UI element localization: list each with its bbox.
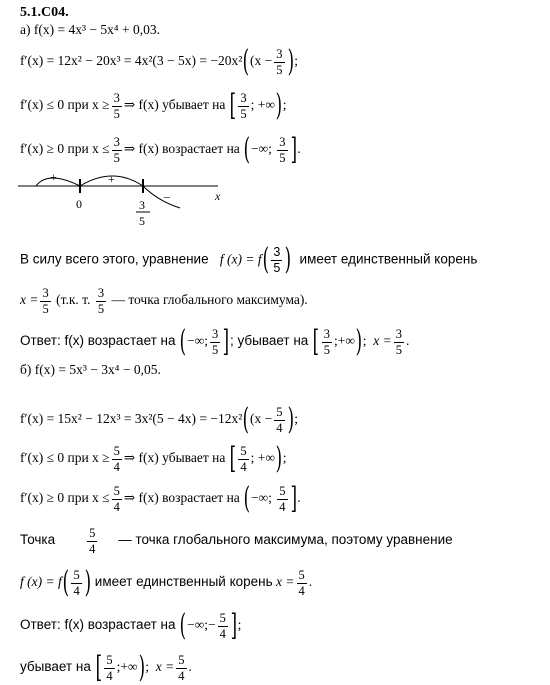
problem-heading: 5.1.C04. bbox=[20, 5, 69, 20]
fraction: $\frac{3}{5}$ bbox=[273, 245, 281, 275]
fraction: $\frac{3}{5}$ bbox=[276, 47, 283, 77]
fraction: $\frac{3}{5}$ bbox=[212, 327, 219, 357]
fraction: $\frac{5}{4}$ bbox=[89, 526, 96, 556]
fraction: $\frac{3}{5}$ bbox=[279, 135, 286, 165]
fraction: $\frac{5}{4}$ bbox=[113, 484, 120, 514]
fraction: $\frac{3}{5}$ bbox=[240, 91, 247, 121]
part-b-increasing: f′(x) ≥ 0 при x ≤ $\frac{5}{4}$ ⇒ f(x) возрастает на (−∞; $\frac{5}{4}$ ]. bbox=[20, 481, 301, 516]
part-a-function: а) f(x) = 4x³ − 5x⁴ + 0,03. bbox=[20, 22, 160, 37]
part-b-derivative: f′(x) = 15x² − 12x³ = 3x²(5 − 4x) = −12x²((x − $\frac{5}{4}$ ); bbox=[20, 402, 298, 437]
part-a-text-1: В силу всего этого, уравнение f (x) = f( $\frac{3}{5}$ ) имеет единственный корень bbox=[20, 242, 478, 277]
fraction: $\frac{3}{5}$ bbox=[323, 327, 331, 357]
label-zero: 0 bbox=[76, 197, 82, 211]
fraction: $\frac{3}{5}$ bbox=[113, 91, 120, 121]
part-a-text-2: x = $\frac{3}{5}$ (т.к. т. $\frac{3}{5}$ — точка глобального максимума). bbox=[20, 286, 308, 316]
fraction: $\frac{5}{4}$ bbox=[276, 405, 283, 435]
part-b-decreasing: f′(x) ≤ 0 при x ≥ $\frac{5}{4}$ ⇒ f(x) убывает на [ $\frac{5}{4}$ ; +∞); bbox=[20, 441, 287, 476]
part-b-function: б) f(x) = 5x³ − 3x⁴ − 0,05. bbox=[20, 362, 161, 377]
fraction: $\frac{5}{4}$ bbox=[279, 484, 286, 514]
sign-plus-left: + bbox=[50, 170, 57, 184]
sign-plus-middle: + bbox=[108, 172, 115, 186]
axis-x-label: x bbox=[215, 189, 221, 203]
sign-minus-right: – bbox=[164, 189, 170, 203]
fraction: $\frac{3}{5}$ bbox=[395, 327, 403, 357]
fraction: $\frac{3}{5}$ bbox=[42, 286, 49, 316]
fraction: $\frac{5}{4}$ bbox=[178, 653, 185, 683]
part-a-answer: Ответ: f(x) возрастает на (−∞; $\frac{3}{5}$ ]; убывает на [ $\frac{3}{5}$ ;+∞); x = $\frac{3}{5}$ . bbox=[20, 324, 410, 359]
part-b-text-2: f (x) = f( $\frac{5}{4}$ ) имеет единственный корень x = $\frac{5}{4}$ . bbox=[20, 565, 313, 600]
part-a-increasing: f′(x) ≥ 0 при x ≤ $\frac{3}{5}$ ⇒ f(x) возрастает на (−∞; $\frac{3}{5}$ ]. bbox=[20, 132, 301, 167]
fraction: $\frac{5}{4}$ bbox=[113, 444, 120, 474]
part-a-derivative: f′(x) = 12x² − 20x³ = 4x²(3 − 5x) = −20x²((x − $\frac{3}{5}$ ); bbox=[20, 44, 298, 79]
fraction: $\frac{5}{4}$ bbox=[219, 611, 226, 641]
sign-diagram bbox=[18, 166, 238, 236]
fraction: $\frac{5}{4}$ bbox=[73, 568, 80, 598]
label-frac-den: 5 bbox=[139, 214, 145, 228]
fraction: $\frac{5}{4}$ bbox=[240, 444, 247, 474]
part-b-answer: Ответ: f(x) возрастает на (−∞;− $\frac{5}{4}$ ]; bbox=[20, 608, 242, 643]
fraction: $\frac{5}{4}$ bbox=[106, 653, 113, 683]
label-frac-num: 3 bbox=[139, 198, 145, 212]
part-b-text-1: Точка $\frac{5}{4}$ — точка глобального максимума, поэтому уравнение bbox=[20, 526, 453, 556]
fraction: $\frac{3}{5}$ bbox=[113, 135, 120, 165]
part-b-answer-2: убывает на [ $\frac{5}{4}$ ;+∞); x = $\frac{5}{4}$ . bbox=[20, 650, 192, 685]
fraction: $\frac{3}{5}$ bbox=[97, 286, 105, 316]
fraction: $\frac{5}{4}$ bbox=[298, 568, 305, 598]
part-a-decreasing: f′(x) ≤ 0 при x ≥ $\frac{3}{5}$ ⇒ f(x) убывает на [ $\frac{3}{5}$ ; +∞); bbox=[20, 88, 287, 123]
